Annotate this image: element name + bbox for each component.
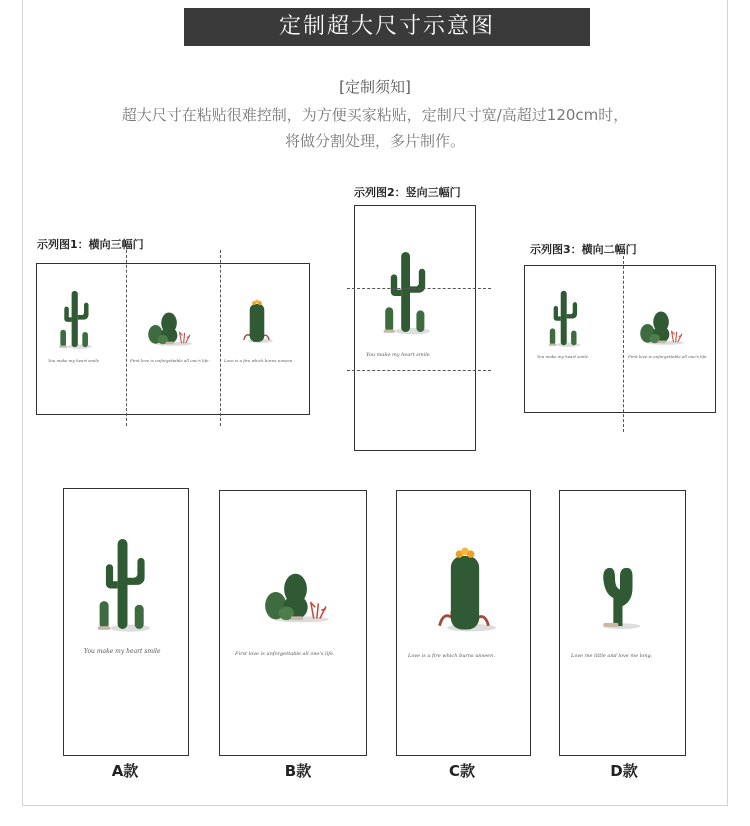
split-line	[623, 256, 624, 432]
split-line	[347, 288, 491, 289]
cactus-a-illustration	[96, 534, 150, 634]
variant-c-label: C款	[448, 762, 475, 780]
cactus-c-illustration	[240, 294, 274, 348]
motto-c: Love is a fire which burns unseen.	[224, 358, 294, 363]
motto-a: You make my heart smile	[537, 354, 589, 359]
notice-line-1: 超大尺寸在粘贴很难控制，为方便买家粘贴，定制尺寸宽/高超过120cm时，	[121, 106, 629, 124]
page-title: 定制超大尺寸示意图	[184, 8, 590, 46]
example-3-label: 示列图3：横向二幅门	[530, 243, 637, 256]
motto-a: You make my heart smile	[48, 358, 100, 363]
example-1-label: 示列图1：横向三幅门	[37, 238, 144, 251]
motto-d: Love me little and love me long.	[571, 653, 653, 659]
variant-b-label: B款	[284, 762, 312, 780]
cactus-b-illustration	[142, 302, 194, 348]
cactus-b-illustration	[634, 302, 686, 346]
cactus-b-illustration	[256, 552, 332, 632]
example-2-label: 示列图2：竖向三幅门	[354, 186, 461, 199]
cactus-a-illustration	[382, 246, 430, 338]
motto-a: You make my heart smile	[366, 352, 430, 358]
motto-c: Love is a fire which burns unseen.	[408, 653, 495, 659]
split-line	[220, 250, 221, 426]
cactus-a-illustration	[547, 288, 581, 348]
motto-b: First love is unforgettable all one's life.	[235, 651, 335, 657]
motto-b: First love is unforgettable all one's life.	[130, 358, 210, 363]
motto-a: You make my heart smile	[84, 648, 161, 655]
notice-heading: [定制须知]	[339, 78, 411, 96]
motto-b: First love is unforgettable all one's life.	[628, 354, 708, 359]
cactus-c-illustration	[432, 546, 498, 632]
notice-line-2: 将做分割处理，多片制作。	[284, 132, 465, 150]
split-line	[126, 250, 127, 426]
cactus-a-illustration	[58, 288, 92, 350]
variant-d-label: D款	[610, 762, 638, 780]
split-line	[347, 370, 491, 371]
cactus-d-illustration	[595, 548, 645, 636]
variant-a-label: A款	[111, 762, 139, 780]
